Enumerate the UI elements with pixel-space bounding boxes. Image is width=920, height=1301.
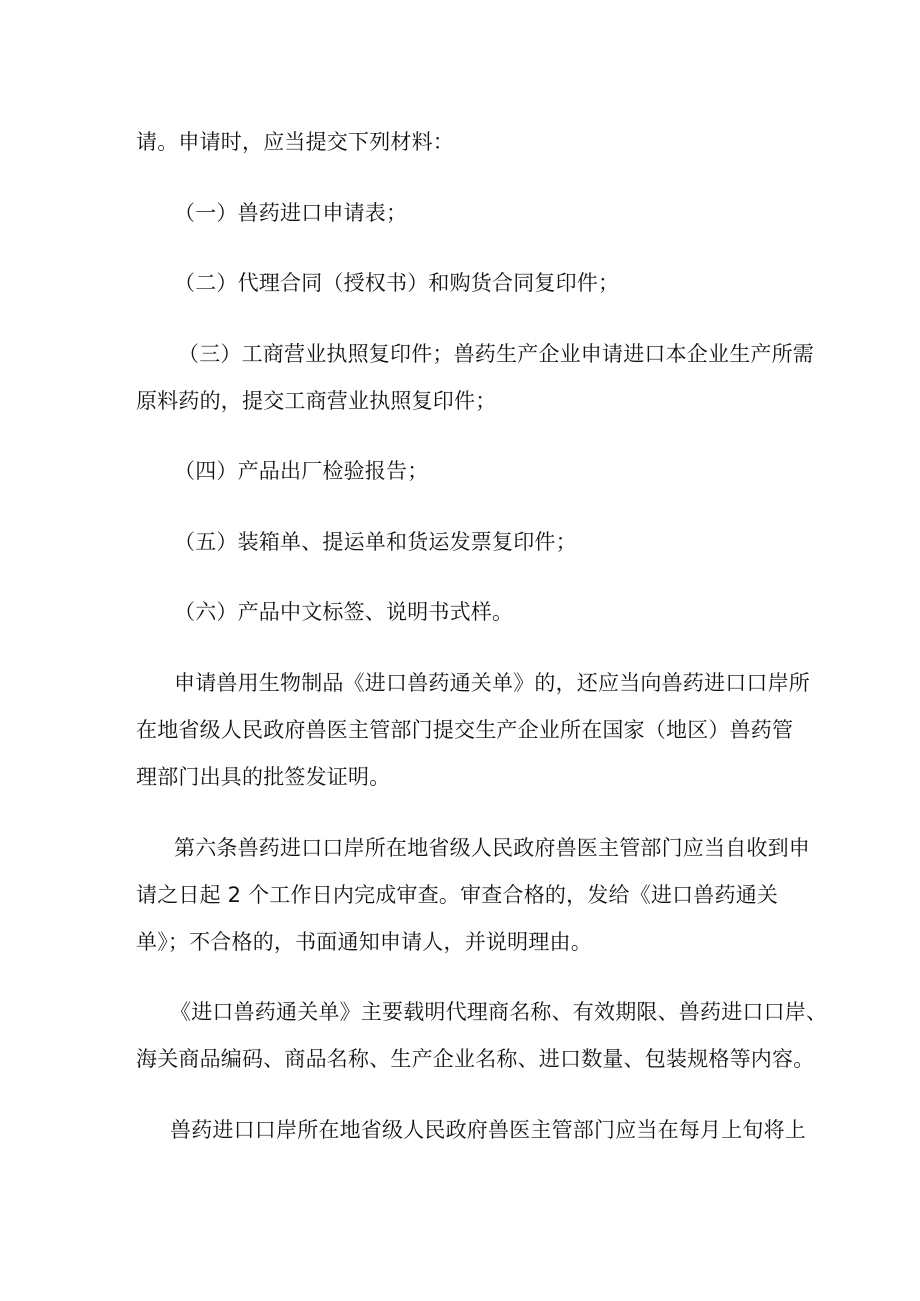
text-line-6: （四）产品出厂检验报告； — [174, 459, 429, 483]
text-line-16: 海关商品编码、商品名称、生产企业名称、进口数量、包装规格等内容。 — [136, 1047, 815, 1071]
text-line-8: （六）产品中文标签、说明书式样。 — [174, 600, 514, 624]
text-line-12: 第六条兽药进口口岸所在地省级人民政府兽医主管部门应当自收到申 — [174, 836, 810, 860]
text-line-9: 申请兽用生物制品《进口兽药通关单》的，还应当向兽药进口口岸所 — [174, 671, 810, 695]
text-line-14: 单》；不合格的，书面通知申请人，并说明理由。 — [136, 930, 592, 954]
text-line-17: 兽药进口口岸所在地省级人民政府兽医主管部门应当在每月上旬将上 — [170, 1118, 806, 1142]
text-line-3: （二）代理合同（授权书）和购货合同复印件； — [174, 271, 620, 295]
text-line-13: 请之日起 2 个工作日内完成审查。审查合格的，发给《进口兽药通关 — [136, 883, 779, 907]
text-line-10: 在地省级人民政府兽医主管部门提交生产企业所在国家（地区）兽药管 — [136, 718, 794, 742]
text-line-4: （三）工商营业执照复印件；兽药生产企业申请进口本企业生产所需 — [178, 342, 814, 366]
text-line-7: （五）装箱单、提运单和货运发票复印件； — [174, 530, 577, 554]
text-line-15: 《进口兽药通关单》主要载明代理商名称、有效期限、兽药进口口岸、 — [170, 1000, 828, 1024]
text-line-5: 原料药的，提交工商营业执照复印件； — [136, 389, 497, 413]
text-line-2: （一）兽药进口申请表； — [174, 201, 408, 225]
text-line-11: 理部门出具的批签发证明。 — [136, 765, 391, 789]
text-line-1: 请。申请时，应当提交下列材料： — [136, 130, 454, 154]
